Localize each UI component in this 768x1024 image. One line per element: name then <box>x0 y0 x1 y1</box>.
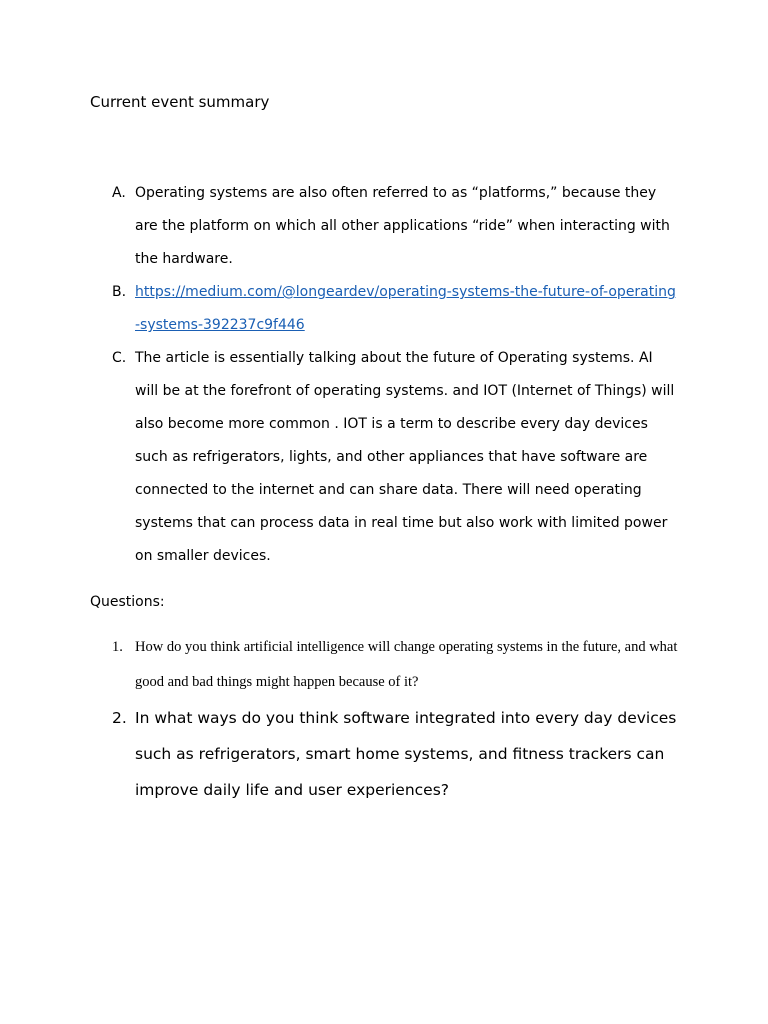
question-text-1: How do you think artificial intelligence will change operating systems in the future, and what good and bad things might happen because of it? <box>135 639 678 690</box>
questions-heading: Questions: <box>90 594 165 610</box>
list-marker: 1. <box>112 639 123 655</box>
summary-text-b <box>135 276 680 342</box>
list-marker: A. <box>112 185 126 201</box>
summary-text-a: Operating systems are also often referred to as “platforms,” because they are the platform on which all other applications “ride” when interacting with the hardware. <box>135 185 670 267</box>
list-marker: B. <box>112 284 127 300</box>
questions-list <box>90 630 690 808</box>
summary-text-c: The article is essentially talking about the future of Operating systems. AI will be at the forefront of operating systems. and IOT (Internet of Things) will also become more common . IOT is a term to describe every day devices such as refrigerators, lights, and other appliances that have software are connected to the internet and can share data. There will need operating systems that can process data in real time but also work with limited power on smaller devices. <box>135 350 675 564</box>
summary-item-b <box>90 276 690 342</box>
article-link[interactable]: https://medium.com/@longeardev/operating-systems-the-future-of-operating-systems-392237c9f446 <box>135 284 676 333</box>
summary-item-a <box>90 177 690 276</box>
summary-list <box>90 177 690 573</box>
summary-item-c <box>90 342 690 573</box>
list-marker: C. <box>112 350 127 366</box>
list-marker: 2. <box>112 709 127 727</box>
question-item-1 <box>90 630 690 700</box>
page-title: Current event summary <box>90 93 270 111</box>
question-item-2 <box>90 700 690 808</box>
question-text-2: In what ways do you think software integrated into every day devices such as refrigerators, smart home systems, and fitness trackers can improve daily life and user experiences? <box>135 709 677 799</box>
